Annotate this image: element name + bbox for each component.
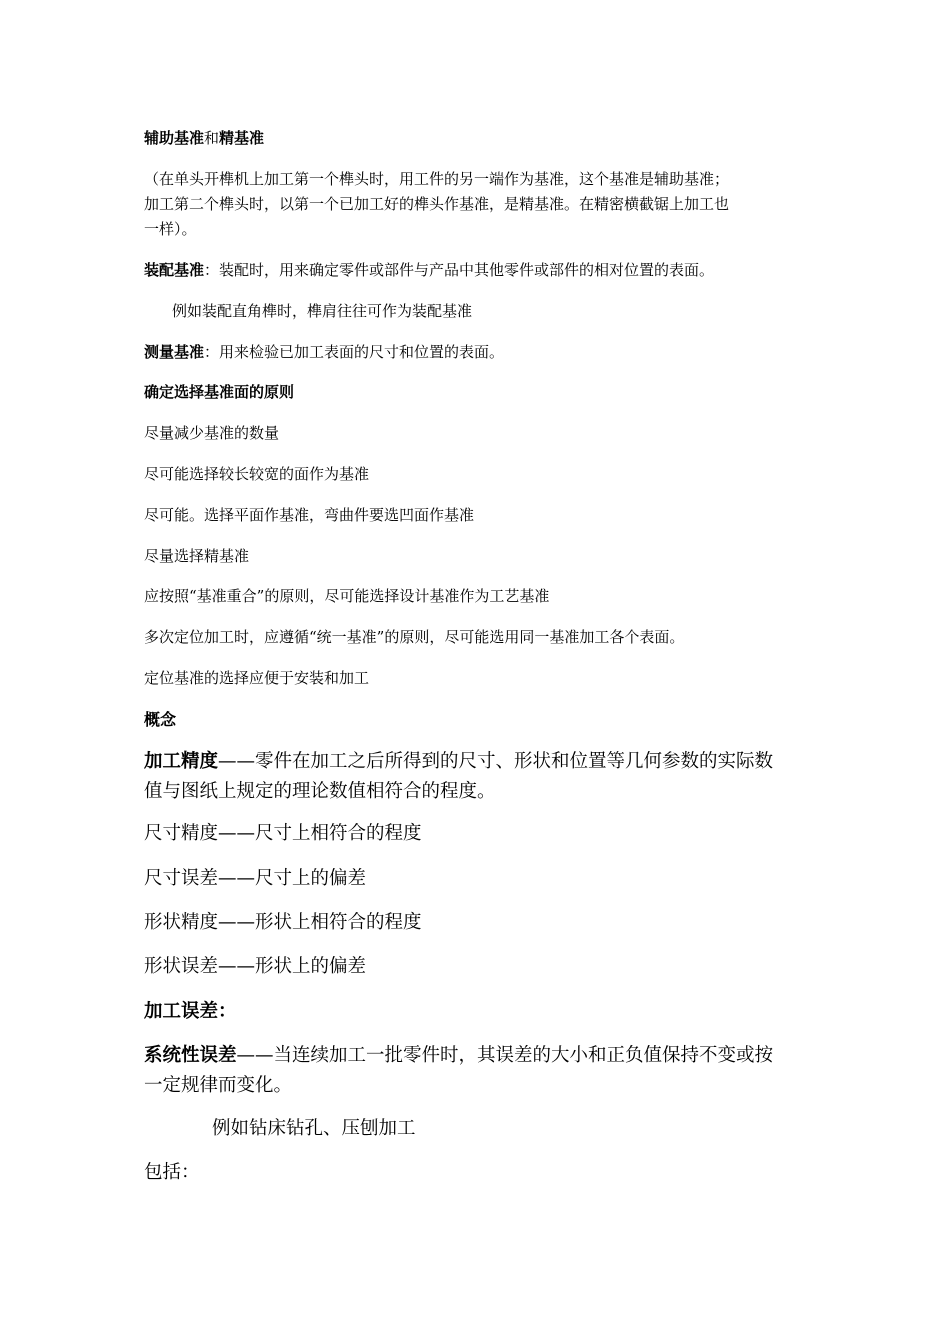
precision-definition-1: ——零件在加工之后所得到的尺寸、形状和位置等几何参数的实际数: [218, 751, 774, 772]
systematic-definition-1: ——当连续加工一批零件时，其误差的大小和正负值保持不变或按: [236, 1045, 774, 1066]
definition-item: 形状精度——形状上相符合的程度: [144, 912, 422, 933]
includes-label: 包括：: [144, 1162, 200, 1183]
principle-item: 多次定位加工时，应遵循“统一基准”的原则，尽可能选用同一基准加工各个表面。: [144, 628, 685, 646]
concept-heading: 概念: [144, 710, 177, 729]
aux-datum-heading: [144, 126, 814, 150]
principle-item: 尽可能。选择平面作基准，弯曲件要选凹面作基准: [144, 506, 475, 524]
assembly-datum-paragraph: [144, 258, 814, 282]
aux-desc-line-2: 加工第二个榫头时，以第一个已加工好的榫头作基准，是精基准。在精密横截锯上加工也: [144, 195, 730, 213]
aux-desc-line-3: 一样）。: [144, 220, 197, 238]
definition-item: 尺寸误差——尺寸上的偏差: [144, 868, 367, 889]
principle-item: 尽量选择精基准: [144, 547, 250, 565]
systematic-term: 系统性误差: [144, 1045, 237, 1066]
precision-line-2: 值与图纸上规定的理论数值相符合的程度。: [144, 781, 496, 802]
principle-item: 定位基准的选择应便于安装和加工: [144, 669, 370, 687]
assembly-example: 例如装配直角榫时，榫肩往往可作为装配基准: [172, 302, 473, 320]
error-heading: 加工误差：: [144, 1001, 237, 1022]
precision-term: 加工精度: [144, 751, 219, 772]
measure-datum-term: 测量基准: [144, 343, 205, 361]
assembly-datum-term: 装配基准: [144, 261, 205, 279]
measure-datum-paragraph: [144, 340, 814, 364]
and-word: 和: [204, 129, 220, 147]
principle-item: 尽量减少基准的数量: [144, 424, 280, 442]
measure-datum-definition: ：用来检验已加工表面的尺寸和位置的表面。: [204, 343, 505, 361]
assembly-datum-definition: ：装配时，用来确定零件或部件与产品中其他零件或部件的相对位置的表面。: [204, 261, 715, 279]
fine-datum-term: 精基准: [219, 129, 265, 147]
systematic-example: 例如钻床钻孔、压刨加工: [212, 1118, 416, 1139]
principle-item: 应按照“基准重合”的原则，尽可能选择设计基准作为工艺基准: [144, 587, 550, 605]
definition-item: 形状误差——形状上的偏差: [144, 956, 367, 977]
principle-item: 尽可能选择较长较宽的面作为基准: [144, 465, 370, 483]
aux-desc-line-1: （在单头开榫机上加工第一个榫头时，用工件的另一端作为基准，这个基准是辅助基准；: [144, 170, 730, 188]
systematic-line-2: 一定规律而变化。: [144, 1075, 293, 1096]
precision-line-1: [144, 746, 814, 778]
principles-heading: 确定选择基准面的原则: [144, 383, 295, 401]
definition-item: 尺寸精度——尺寸上相符合的程度: [144, 823, 422, 844]
aux-datum-term: 辅助基准: [144, 129, 205, 147]
systematic-line-1: [144, 1040, 814, 1072]
